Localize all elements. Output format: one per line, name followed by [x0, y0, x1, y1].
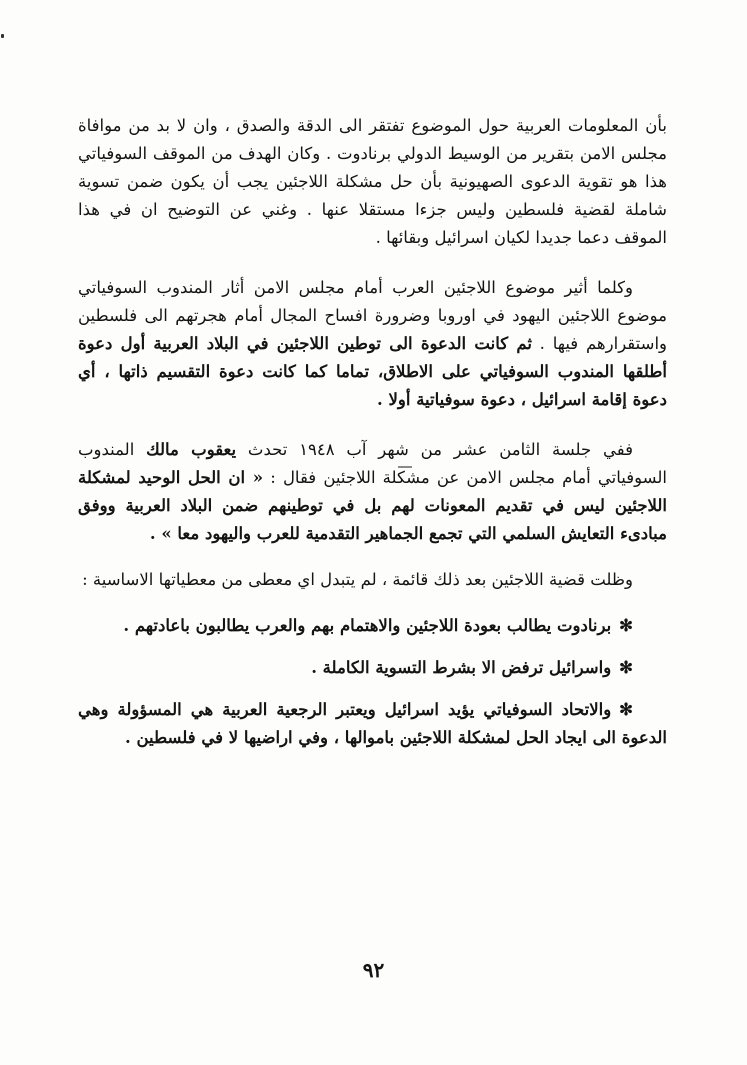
paragraph-2-bold: ثم كانت الدعوة الى توطين اللاجئين في البلاد العربية أول دعوة أطلقها المندوب السوفياتي على الاطلاق، تماما كما كانت دعوة التقسيم ذاتها ، أي دعوة إقامة اسرائيل ، دعوة سوفياتية أولا . [78, 334, 667, 409]
bullet-item-2 [78, 654, 667, 682]
asterisk-icon: ✻ [619, 700, 633, 719]
paragraph-3-name: يعقوب مالك [146, 440, 237, 459]
paragraph-3 [78, 436, 667, 548]
asterisk-icon: ✻ [619, 616, 633, 635]
section-divider-mark [398, 466, 412, 468]
body-text [78, 112, 667, 752]
paragraph-3-plain: ففي جلسة الثامن عشر من شهر آب ١٩٤٨ تحدث [236, 440, 633, 459]
bullet-item-1 [78, 612, 667, 640]
bullet-item-3 [78, 696, 667, 752]
page-number: ٩٢ [362, 958, 385, 982]
bullet-text-1: برنادوت يطالب بعودة اللاجئين والاهتمام بهم والعرب يطالبون باعادتهم . [123, 616, 612, 635]
asterisk-icon: ✻ [619, 658, 633, 677]
paragraph-1: بأن المعلومات العربية حول الموضوع تفتقر الى الدقة والصدق ، وان لا بد من موافاة مجلس الامن بتقرير من الوسيط الدولي برنادوت . وكان الهدف من الموقف السوفياتي هذا هو تقوية الدعوى الصهيونية بأن حل مشكلة اللاجئين يجب أن يكون ضمن تسوية شاملة لقضية فلسطين وليس جزءا مستقلا عنها . وغني عن التوضيح ان في هذا الموقف دعما جديدا لكيان اسرائيل وبقائها . [78, 116, 667, 247]
scan-speck [1, 34, 4, 38]
bullet-text-3: والاتحاد السوفياتي يؤيد اسرائيل ويعتبر الرجعية العربية هي المسؤولة وهي الدعوة الى ايجاد الحل لمشكلة اللاجئين باموالها ، وفي اراضيها لا في فلسطين . [78, 700, 667, 747]
paragraph-3-plain-2: المندوب السوفياتي أمام مجلس الامن عن مشكلة اللاجئين فقال : [78, 440, 667, 487]
paragraph-4: وظلت قضية اللاجئين بعد ذلك قائمة ، لم يتبدل اي معطى من معطياتها الاساسية : [82, 570, 633, 589]
paragraph-3-quote: « ان الحل الوحيد لمشكلة اللاجئين ليس في تقديم المعونات لهم بل في توطينهم ضمن البلاد العربية ووفق مبادىء التعايش السلمي التي تجمع الجماهير التقدمية للعرب واليهود معا » . [78, 468, 667, 543]
paragraph-2 [78, 274, 667, 414]
paragraph-2-plain: وكلما أثير موضوع اللاجئين العرب أمام مجلس الامن أثار المندوب السوفياتي موضوع اللاجئين اليهود في اوروبا وضرورة افساح المجال أمام هجرتهم الى فلسطين واستقرارهم فيها . [78, 278, 667, 353]
bullet-text-2: واسرائيل ترفض الا بشرط التسوية الكاملة . [311, 658, 612, 677]
